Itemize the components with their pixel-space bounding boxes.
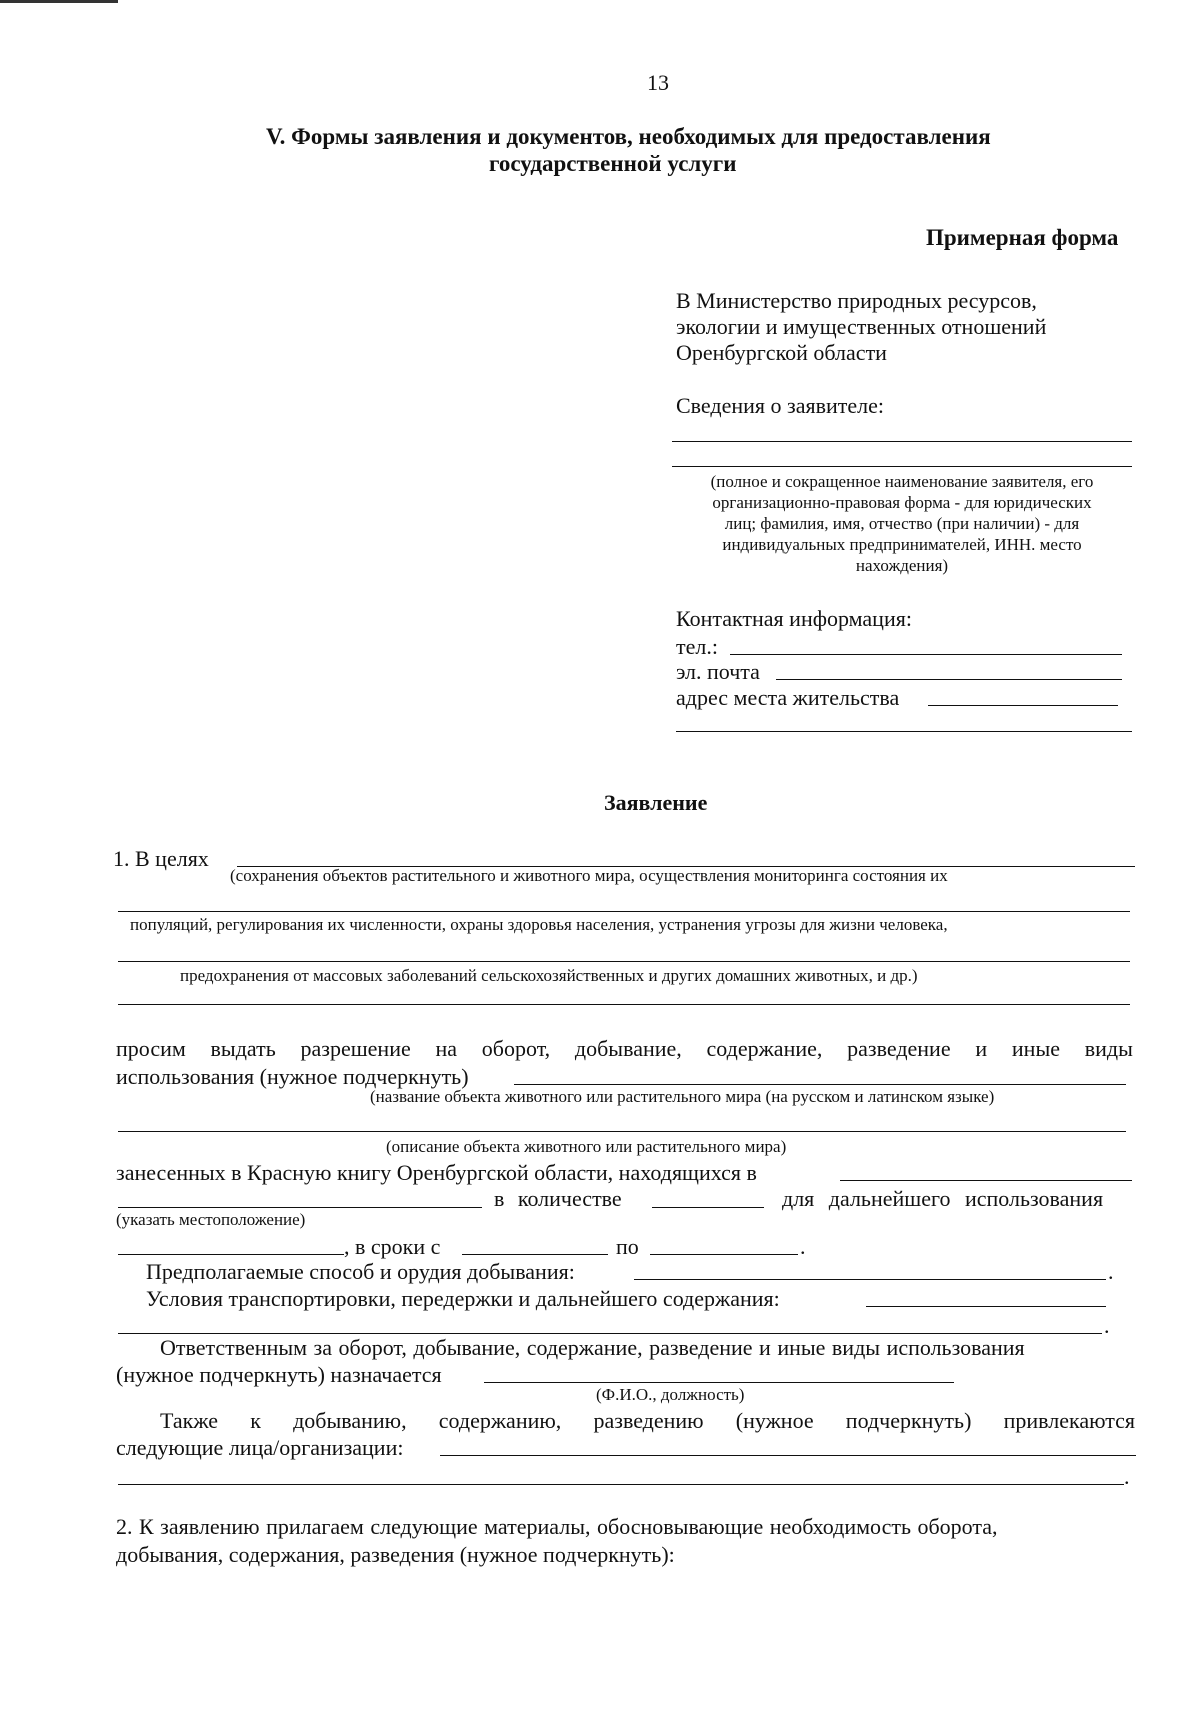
applicant-blank-line-1[interactable]: [672, 441, 1132, 442]
dates-period: .: [800, 1234, 806, 1259]
object-description-field[interactable]: [118, 1131, 1126, 1132]
further-use-field[interactable]: [118, 1254, 344, 1255]
request-word: выдать: [210, 1036, 276, 1061]
request-word: содержание,: [706, 1036, 823, 1061]
organizations-field[interactable]: [440, 1455, 1136, 1456]
request-word: добывание,: [574, 1036, 682, 1061]
also-word: разведению: [593, 1408, 704, 1433]
item1-purpose-field-4[interactable]: [118, 1004, 1130, 1005]
responsible-line2: (нужное подчеркнуть) назначается: [116, 1362, 442, 1387]
contacts-phone-label: тел.:: [676, 634, 718, 659]
responsible-field[interactable]: [484, 1382, 954, 1383]
also-word: содержанию,: [438, 1408, 562, 1433]
contacts-email-field[interactable]: [776, 679, 1122, 680]
date-to-field[interactable]: [650, 1254, 798, 1255]
item1-hint-line3: предохранения от массовых заболеваний сельскохозяйственных и других домашних животных, и др.): [180, 966, 918, 985]
contacts-label: Контактная информация:: [676, 606, 912, 631]
applicant-hint-line2: организационно-правовая форма - для юридических: [712, 493, 1092, 512]
quantity-field[interactable]: [652, 1207, 764, 1208]
conditions-field[interactable]: [866, 1306, 1106, 1307]
also-word: подчеркнуть): [845, 1408, 972, 1433]
request-word: просим: [116, 1036, 186, 1061]
statement-title: Заявление: [604, 790, 708, 815]
request-line2: использования (нужное подчеркнуть): [116, 1064, 469, 1089]
item2-line1: 2. К заявлению прилагаем следующие материалы, обосновывающие необходимость оборота,: [116, 1514, 998, 1539]
dates-to-label: по: [616, 1234, 639, 1259]
section-title-line2: государственной услуги: [489, 151, 737, 176]
addressee-line3: Оренбургской области: [676, 340, 887, 365]
also-word: добыванию,: [293, 1408, 407, 1433]
further-use-label: для дальнейшего использования: [782, 1186, 1104, 1211]
conditions-label: Условия транспортировки, передержки и дальнейшего содержания:: [146, 1286, 780, 1311]
addressee-line1: В Министерство природных ресурсов,: [676, 288, 1037, 313]
method-period: .: [1108, 1259, 1114, 1284]
also-line2: следующие лица/организации:: [116, 1435, 404, 1460]
applicant-hint-line1: (полное и сокращенное наименование заявителя, его: [710, 472, 1094, 491]
conditions-period: .: [1104, 1313, 1110, 1338]
hint-object-description: (описание объекта животного или растительного мира): [386, 1137, 787, 1156]
item1-prefix: 1. В целях: [113, 846, 209, 871]
method-field[interactable]: [634, 1279, 1106, 1280]
hint-location: (указать местоположение): [116, 1210, 306, 1229]
contacts-phone-field[interactable]: [730, 654, 1122, 655]
item1-purpose-field-2[interactable]: [118, 911, 1130, 912]
location-field[interactable]: [840, 1180, 1132, 1181]
contacts-address-field[interactable]: [928, 705, 1118, 706]
responsible-line1: Ответственным за оборот, добывание, содержание, разведение и иные виды использования: [160, 1335, 1025, 1360]
also-word: к: [250, 1408, 261, 1433]
applicant-hint-line4: индивидуальных предпринимателей, ИНН. место: [722, 535, 1082, 554]
contacts-email-label: эл. почта: [676, 659, 760, 684]
request-word: оборот,: [481, 1036, 551, 1061]
hint-object-name: (название объекта животного или растительного мира (на русском и латинском языке): [370, 1087, 995, 1106]
applicant-hint-line5: нахождения): [855, 556, 949, 575]
request-word: виды: [1084, 1036, 1133, 1061]
date-from-field[interactable]: [462, 1254, 608, 1255]
also-word: (нужное: [735, 1408, 814, 1433]
page-number: 13: [647, 70, 669, 95]
item2-line2: добывания, содержания, разведения (нужное подчеркнуть):: [116, 1542, 675, 1567]
item1-hint-line1: (сохранения объектов растительного и животного мира, осуществления мониторинга состояния их: [230, 866, 948, 885]
dates-from-label: , в сроки с: [344, 1234, 441, 1259]
request-word: на: [435, 1036, 458, 1061]
hint-fio: (Ф.И.О., должность): [596, 1385, 745, 1404]
contacts-address-label: адрес места жительства: [676, 685, 900, 710]
applicant-info-label: Сведения о заявителе:: [676, 393, 885, 418]
request-line1: [116, 1036, 1133, 1062]
item1-hint-line2: популяций, регулирования их численности, охраны здоровья населения, устранения угрозы для жизни человека,: [130, 915, 948, 934]
applicant-hint-line3: лиц; фамилия, имя, отчество (при наличии) - для: [724, 514, 1080, 533]
request-word: и: [975, 1036, 988, 1061]
form-label: Примерная форма: [926, 225, 1119, 250]
organizations-field-2[interactable]: [118, 1484, 1124, 1485]
method-label: Предполагаемые способ и орудия добывания:: [146, 1259, 575, 1284]
applicant-blank-line-2[interactable]: [672, 466, 1132, 467]
request-word: разведение: [847, 1036, 951, 1061]
conditions-field-2[interactable]: [118, 1333, 1102, 1334]
also-word: привлекаются: [1003, 1408, 1135, 1433]
section-title-line1: V. Формы заявления и документов, необходимых для предоставления: [266, 124, 991, 149]
request-word: иные: [1011, 1036, 1060, 1061]
also-word: Также: [160, 1408, 219, 1433]
organizations-period: .: [1124, 1464, 1130, 1489]
item1-purpose-field-3[interactable]: [118, 961, 1130, 962]
addressee-line2: экологии и имущественных отношений: [676, 314, 1047, 339]
request-word: разрешение: [300, 1036, 411, 1061]
red-book-text: занесенных в Красную книгу Оренбургской области, находящихся в: [116, 1160, 757, 1185]
also-line1: [160, 1408, 1135, 1434]
quantity-label: в количестве: [494, 1186, 622, 1211]
object-name-field[interactable]: [514, 1084, 1126, 1085]
location-field-2[interactable]: [118, 1207, 482, 1208]
scan-edge-mark: [0, 0, 118, 3]
contacts-address-field-2[interactable]: [676, 731, 1132, 732]
